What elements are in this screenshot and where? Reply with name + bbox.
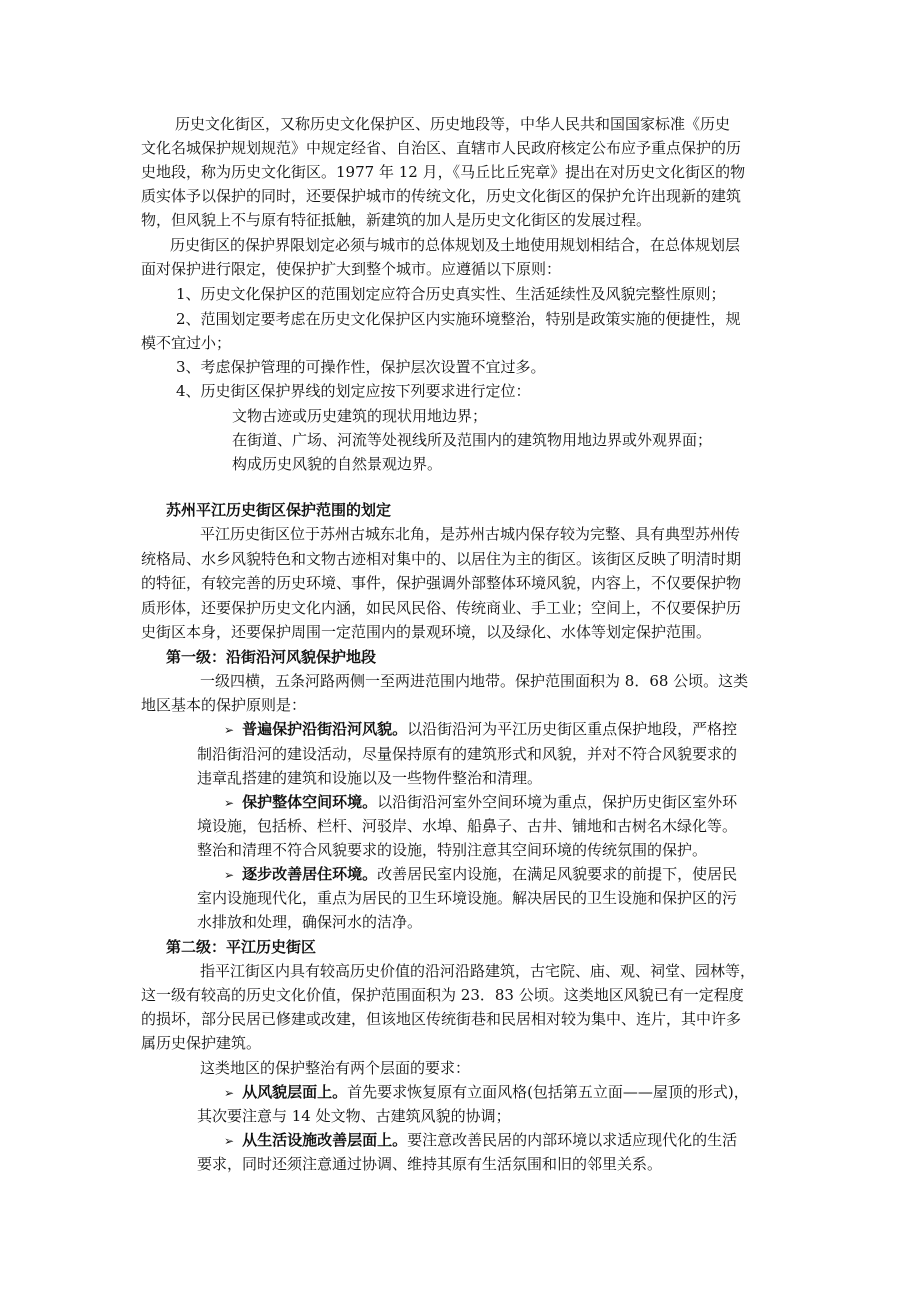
intro-p1-line: 物，但风貌上不与原有特征抵触，新建筑的加人是历史文化街区的发展过程。 <box>141 211 652 229</box>
level1-bullet-line: 制沿街沿河的建设活动，尽量保持原有的建筑形式和风貌，并对不符合风貌要求的 <box>197 745 738 763</box>
level1-bullet-line: 室内设施现代化，重点为居民的卫生环境设施。解决居民的卫生设施和保护区的污 <box>197 889 738 907</box>
level2-heading: 第二级：平江历史街区 <box>166 938 317 956</box>
suzhou-heading: 苏州平江历史街区保护范围的划定 <box>166 501 392 519</box>
intro-p1-line: 质实体予以保护的同时，还要保护城市的传统文化，历史文化街区的保护允许出现新的建筑 <box>141 187 742 205</box>
level1-bullet-line: 违章乱搭建的建筑和设施以及一些物件整治和清理。 <box>197 769 543 787</box>
level2-bullet-first-line <box>224 1128 737 1153</box>
rule-3: 3、考虑保护管理的可操作性，保护层次设置不宜过多。 <box>176 358 546 376</box>
intro-p1-line: 文化名城保护规划规范》中规定经省、自治区、直辖市人民政府核定公布应予重点保护的历 <box>141 139 742 157</box>
level1-bullet-first-line <box>224 717 737 742</box>
level2-p-line: 属历史保护建筑。 <box>141 1034 262 1052</box>
level1-bullet-text: 以沿街沿河室外空间环境为重点，保护历史街区室外环 <box>377 793 738 811</box>
level1-bullet-title: 普遍保护沿街沿河风貌。 <box>242 720 408 738</box>
level2-p-line: 这一级有较高的历史文化价值，保护范围面积为 23．83 公顷。这类地区风貌已有一定程度 <box>141 986 744 1004</box>
rule-4-sub-item: 文物古迹或历史建筑的现状用地边界； <box>232 407 488 425</box>
intro-p1-first-line: 历史文化街区，又称历史文化保护区、历史地段等，中华人民共和国国家标准《历史 <box>175 115 731 133</box>
suzhou-p-line: 统格局、水乡风貌特色和文物古迹相对集中的、以居住为主的街区。该街区反映了明清时期 <box>141 550 742 568</box>
level1-bullet-line: 整治和清理不符合风貌要求的设施，特别注意其空间环境的传统氛围的保护。 <box>197 841 708 859</box>
level2-p2: 这类地区的保护整治有两个层面的要求： <box>200 1059 471 1077</box>
level1-bullet-line: 境设施，包括桥、栏杆、河驳岸、水埠、船鼻子、古井、铺地和古树名木绿化等。 <box>197 817 738 835</box>
suzhou-p-line: 质形体，还要保护历史文化内涵，如民风民俗、传统商业、手工业；空间上，不仅要保护历 <box>141 599 742 617</box>
arrow-bullet-icon: ➢ <box>224 868 235 882</box>
level2-bullet-line: 要求，同时还须注意通过协调、维持其原有生活氛围和旧的邻里关系。 <box>197 1155 663 1173</box>
level1-bullet-title: 逐步改善居住环境。 <box>242 865 378 883</box>
rule-2-first-line: 2、范围划定要考虑在历史文化保护区内实施环境整治，特别是政策实施的便捷性，规 <box>176 310 741 328</box>
arrow-bullet-icon: ➢ <box>224 723 235 737</box>
level1-bullet-title: 保护整体空间环境。 <box>242 793 378 811</box>
suzhou-p-line: 史街区本身，还要保护周围一定范围内的景观环境，以及绿化、水体等划定保护范围。 <box>141 623 712 641</box>
level2-bullet-first-line <box>224 1080 749 1105</box>
intro-p2-first-line: 历史街区的保护界限划定必须与城市的总体规划及土地使用规划相结合，在总体规划层 <box>170 236 741 254</box>
level2-p-first-line: 指平江街区内具有较高历史价值的沿河沿路建筑，古宅院、庙、观、祠堂、园林等， <box>200 962 756 980</box>
level1-bullet-text: 改善居民室内设施，在满足风貌要求的前提下，使居民 <box>377 865 738 883</box>
level1-p-first-line: 一级四横，五条河路两侧一至两进范围内地带。保护范围面积为 8．68 公顷。这类 <box>200 672 749 690</box>
arrow-bullet-icon: ➢ <box>224 1086 235 1100</box>
level2-bullet-line: 其次要注意与 14 处文物、古建筑风貌的协调； <box>197 1107 511 1125</box>
rule-4-sub-item: 在街道、广场、河流等处视线所及范围内的建筑物用地边界或外观界面； <box>232 431 713 449</box>
level1-bullet-text: 以沿街沿河为平江历史街区重点保护地段，严格控 <box>407 720 738 738</box>
rule-4-sub-item: 构成历史风貌的自然景观边界。 <box>232 455 443 473</box>
level1-bullet-line: 水排放和处理，确保河水的洁净。 <box>197 913 423 931</box>
level1-bullet-first-line <box>224 790 737 815</box>
level1-heading: 第一级：沿街沿河风貌保护地段 <box>166 648 377 666</box>
rule-4: 4、历史街区保护界线的划定应按下列要求进行定位： <box>176 382 531 400</box>
arrow-bullet-icon: ➢ <box>224 796 235 810</box>
suzhou-p-line: 的特征，有较完善的历史环境、事件，保护强调外部整体环境风貌，内容上，不仅要保护物 <box>141 574 742 592</box>
suzhou-p-first-line: 平江历史街区位于苏州古城东北角，是苏州古城内保存较为完整、具有典型苏州传 <box>200 525 741 543</box>
level2-p-line: 的损坏，部分民居已修建或改建，但该地区传统街巷和民居相对较为集中、连片，其中许多 <box>141 1010 742 1028</box>
level2-bullet-text: 要注意改善民居的内部环境以求适应现代化的生活 <box>407 1131 738 1149</box>
intro-p2-second-line: 面对保护进行限定，使保护扩大到整个城市。应遵循以下原则： <box>141 260 562 278</box>
level2-bullet-text: 首先要求恢复原有立面风格(包括第五立面——屋顶的形式)， <box>347 1083 749 1101</box>
rule-1: 1、历史文化保护区的范围划定应符合历史真实性、生活延续性及风貌完整性原则； <box>176 285 726 303</box>
level2-bullet-title: 从风貌层面上。 <box>242 1083 348 1101</box>
level1-bullet-first-line <box>224 862 737 887</box>
intro-p1-line: 史地段，称为历史文化街区。1977 年 12 月，《马丘比丘宪章》提出在对历史文化街区的物 <box>141 163 746 181</box>
level2-bullet-title: 从生活设施改善层面上。 <box>242 1131 408 1149</box>
rule-2-second-line: 模不宜过小； <box>141 334 232 352</box>
arrow-bullet-icon: ➢ <box>224 1134 235 1148</box>
level1-p-second-line: 地区基本的保护原则是： <box>141 696 307 714</box>
